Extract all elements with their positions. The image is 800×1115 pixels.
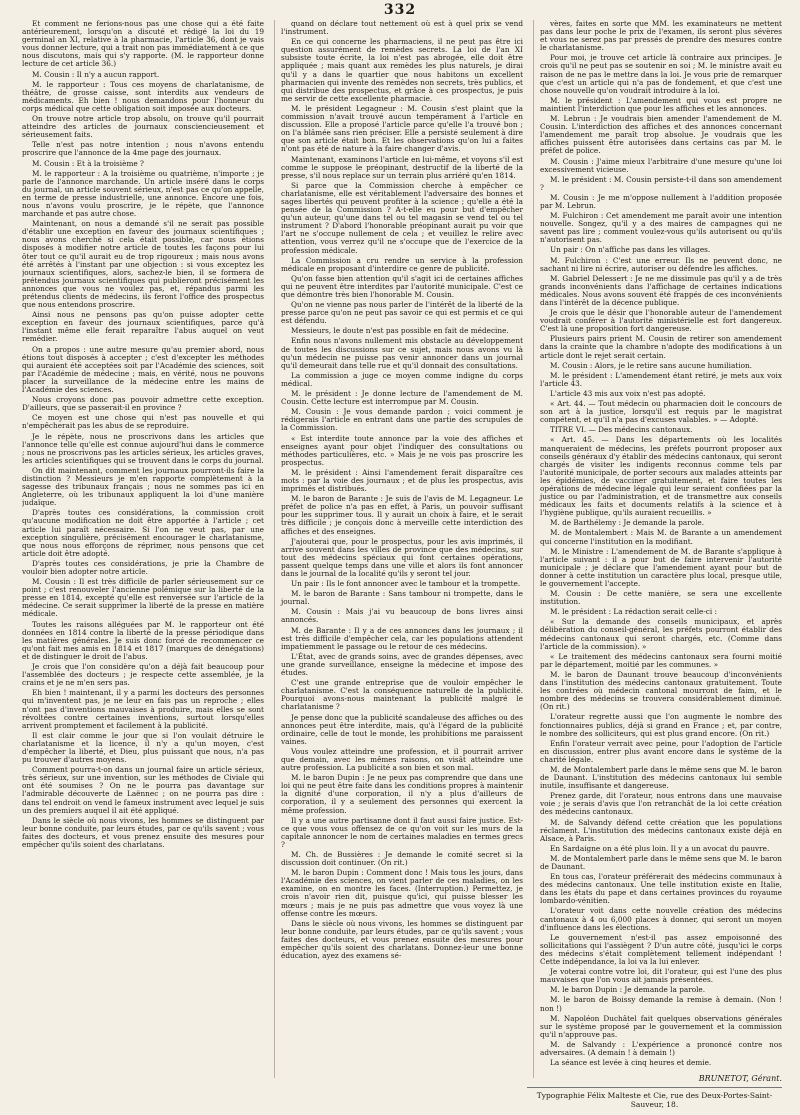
paragraph: M. de Barthélemy : Je demande la parole. (550, 518, 705, 528)
paragraph: M. le baron Dupin : Je demande la parole. (550, 985, 706, 995)
paragraph: M. le président : Je donne lecture de l'amendement de M. Cousin. Cette lecture est interrompue par M. Cousin. (281, 389, 523, 407)
paragraph: M. le baron de Barante : Je suis de l'avis de M. Legagneur. Le préfet de police n'a pas en effet, à Paris, un pouvoir suffisant pour les supprimer tous. Il y aurait un choix à faire, et le serait très difficile ; je conçois donc à merveille cette interdiction des affiches et des enseignes. (281, 494, 523, 536)
paragraph: L'orateur voit dans cette nouvelle création des médecins cantonaux à 4 ou 6,000 places à donner, qui seront un moyen d'influence dans les élections. (540, 906, 782, 932)
paragraph: M. le président : La rédaction serait celle-ci : (550, 607, 718, 617)
paragraph: M. Cousin : Je vous demande pardon ; voici comment je rédigerais l'article en entrant dans une partie des scrupules de la Commission. (281, 407, 523, 433)
paragraph: M. Cousin : Il n'y a aucun rapport. (32, 69, 160, 79)
column-left (22, 20, 264, 1078)
paragraph: « Est interdite toute annonce par la voie des affiches et enseignes ayant pour objet l'indiquer des consultations ou méthodes particulières, etc. » Mais je ne vois pas proscrire les prospectus. (281, 433, 523, 467)
paragraph: Comment pourra-t-on dans un journal faire un article sérieux, très sérieux, sur une invention, sur les méthodes de Civiale qui ont été soumises ? On ne le pourra pas davantage sur l'admirable découverte de Laënnec ; on ne pourra pas dire : dans tel endroit on vend le fameux instrument avec lequel je suis un des premiers auquel il ait été appliqué. (22, 765, 264, 815)
paragraph: La commission a juge ce moyen comme indigne du corps médical. (281, 370, 523, 388)
paragraph: D'après toutes ces considérations, la commission croit qu'aucune modification ne doit être apportée à l'article ; cet article lui paraît nécessaire. Si l'on ne veut pas, par une exception singulière, précisément encourager le charlatanisme, que nous nous efforçons de réprimer, nous pensons que cet article doit être adopté. (22, 508, 264, 558)
paragraph: Et comment ne ferions-nous pas une chose qui a été faite antérieurement, lorsqu'on a discuté et rédigé la loi du 19 germinal an XI, relative à la pharmacie, l'article 36, dont je vais vous donner lecture, qui a trait non pas immédiatement à ce que nous discutons, mais qui s'y rapporte. (M. le rapporteur donne lecture de cet article 36.) (22, 20, 264, 69)
paragraph: Je crois que le désir que l'honorable auteur de l'amendement voudrait conférer à l'autorité ministérielle est fort dangereux. C'est là une proposition fort dangereuse. (540, 308, 782, 334)
footer-rule (527, 1087, 782, 1088)
paragraph: Nous croyons donc pas pouvoir admettre cette exception. D'ailleurs, que se passerait-il en province ? (22, 395, 264, 413)
paragraph: M. le baron de Boissy demande la remise à demain. (Non ! non !) (540, 995, 782, 1013)
footer (527, 1072, 782, 1109)
paragraph: En Sardaigne on a été plus loin. Il y a un avocat du pauvre. (550, 843, 770, 853)
paragraph: M. Cousin : J'aime mieux l'arbitraire d'une mesure qu'une loi excessivement vicieuse. (540, 156, 782, 174)
paragraph: Enfin nous n'avons nullement mis obstacle au développement de toutes les discussions sur ce sujet, mais nous avons vu là qu'un médecin ne puisse pas venir annoncer dans un journal qu'il demeurait dans telle rue et qu'il donnait des consultations. (281, 336, 523, 370)
paragraph: Je le répète, nous ne proscrivons dans les articles que l'annonce telle qu'elle est connue aujourd'hui dans le commerce ; nous ne proscrivons pas les articles sérieux, les articles graves, les articles scientifiques qui se trouvent dans le corps du journal. (22, 431, 264, 465)
paragraph: Plusieurs pairs prient M. Cousin de retirer son amendement dans la crainte que la chambre n'adopte des modifications à un article dont le rejet serait certain. (540, 334, 782, 360)
paragraph: M. le Ministre : L'amendement de M. de Barante s'applique à l'article suivant : il a pour but de faire intervenir l'autorité municipale ; je déclare que l'amendement ayant pour but de donner à cette institution un caractère plus local, presque utile, le gouvernement l'accepte. (540, 546, 782, 588)
paragraph: Je crois que l'on considère qu'on a déjà fait beaucoup pour l'assemblée des docteurs ; je respecte cette assemblée, je la crains et je ne m'en sers pas. (22, 662, 264, 688)
paragraph: M. Cousin : Je me m'oppose nullement à l'addition proposée par M. Lebrun. (540, 192, 782, 210)
paragraph: J'ajouterai que, pour le prospectus, pour les avis imprimés, il arrive souvent dans les villes de province que des médecins, sur tout des médecins spéciaux qui font certaines opérations, passent quelque temps dans une ville et alors ils font annoncer dans le journal de la localité qu'ils y seront tel jour. (281, 536, 523, 578)
paragraph: Je pense donc que la publicité scandaleuse des affiches ou des annonces peut être interdite, mais, qu'à l'égard de la publicité ordinaire, celle de tout le monde, les prohibitions me paraissent vaines. (281, 712, 523, 746)
paragraph: Il est clair comme le jour que si l'on voulait détruire le charlatanisme et la licence, il n'y a qu'un moyen, c'est d'empêcher la liberté, et Dieu, plus puissant que nous, n'a pas pu trouver d'autres moyens. (22, 730, 264, 765)
paragraph: Si parce que la Commission cherche à empêcher ce charlatanisme, elle est véritablement l'adversaire des bonnes et sages libertés qui peuvent profiter à la science ; qu'elle a été la pensée de la Commission ? A-t-elle eu pour but d'empêcher qu'un auteur, qu'une dans tel ou tel magasin se vend tel ou tel instrument ? D'abord l'honorable préopinant aurait pu voir que l'art ne s'occupe nullement de cela ; et veuillez le relire avec attention, vous verrez qu'il ne s'occupe que de l'exercice de la profession médicale. (281, 180, 523, 255)
paragraph: « Le traitement des médecins cantonaux sera fourni moitié par le département, moitié par les communes. » (540, 651, 782, 669)
paragraph: Maintenant, examinons l'article en lui-même, et voyons s'il est comme le suppose le préopinant, destructif de la liberté de la presse, s'il nous replace sur un terrain plus arriéré qu'en 1814. (281, 154, 523, 180)
paragraph: « Sur la demande des conseils municipaux, et après délibération du conseil-général, les préfets pourront établir des médecins cantonaux qui seront chargés, etc. (Comme dans l'article de la commission). » (540, 617, 782, 651)
column-right (533, 20, 782, 1078)
paragraph: C'est une grande entreprise que de vouloir empêcher le charlatanisme. C'est la conséquence naturelle de la publicité. Pourquoi avons-nous maintenant la publicité malgré le charlatanisme ? (281, 678, 523, 712)
paragraph: M. Lebrun : Je voudrais bien amender l'amendement de M. Cousin. L'interdiction des affiches et des annonces concernant l'amendement me paraît trop absolue. Je voudrais que les affiches puissent être autorisées dans certains cas par M. le préfet de police. (540, 114, 782, 156)
paragraph: M. Cousin : Alors, je le retire sans aucune humiliation. (550, 360, 752, 370)
paragraph: En ce qui concerne les pharmaciens, il ne peut pas être ici question assurément de remèdes secrets. La loi de l'an XI subsiste toute écrite, la loi n'est pas abrogée, elle doit être appliquée ; mais quant aux remèdes les plus naturels, je dirai qu'il y a dans le quartier que nous habitons un excellent pharmacien qui invente des remèdes non secrets, très publics, et qui distribue des prospectus, et grâce à ces prospectus, je puis me servir de cette excellente pharmacie. (281, 37, 523, 103)
paragraph: M. de Montalembert : Mais M. de Barante a un amendement qui concerne l'institution en la modifiant. (540, 528, 782, 546)
paragraph: Dans le siècle où nous vivons, les hommes se distinguent par leur bonne conduite, par leurs études, par ce qu'ils savent ; vous faites des docteurs, et vous prenez ensuite des mesures pour empêcher qu'ils soient des charlatans. (22, 815, 264, 849)
paragraph: M. de Montalembert parle dans le même sens que M. le baron de Daunant. (540, 853, 782, 871)
paragraph: M. Ch. de Bussières : Je demande le comité secret si la discussion doit continuer. (On rit.) (281, 850, 523, 868)
paragraph: Dans le siècle où nous vivons, les hommes se distinguent par leur bonne conduite, par leurs études, par ce qu'ils savent ; vous faites des docteurs, et vous prenez ensuite des mesures pour empêcher qu'ils soient des charlatans. Donnez-leur une bonne éducation, ayez des examens sé- (281, 918, 523, 961)
paragraph: Il y a une autre partisanne dont il faut aussi faire justice. Est-ce que vous vous offensez de ce qu'on voit sur les murs de la capitale annoncer le nom de certaines maladies en termes grecs ? (281, 815, 523, 849)
paragraph: M. le rapporteur : Tous ces moyens de charlatanisme, de théâtre, de grosse caisse, sont interdits aux vendeurs de médicaments. Eh bien ! nous demandons pour l'honneur du corps médical que cette obligation soit imposée aux docteurs. (22, 79, 264, 113)
paragraph: M. le président : Ainsi l'amendement ferait disparaître ces mots : par la voie des journaux ; et de plus les prospectus, avis imprimés et distribués. (281, 467, 523, 494)
text-columns (22, 20, 782, 1078)
paragraph: On dit maintenant, comment les journaux pourront-ils faire la distinction ? Messieurs je m'en rapporte complètement à la sagesse des tribunaux français ; nous ne sommes pas ici en Angleterre, où les tribunaux appliquent la loi d'une manière judaïque. (22, 465, 264, 508)
signature: BRUNETOT, Gérant. (698, 1074, 782, 1083)
paragraph: Telle n'est pas notre intention ; nous n'avons entendu proscrire que l'annonce de la 4me page des journaux. (22, 140, 264, 158)
paragraph: M. le président Legagneur : M. Cousin s'est plaint que la commission n'avait trouvé aucun tempérament à l'article en discussion. Elle a proposé l'article parce qu'elle l'a trouvé bon ; on l'a blâmée sans rien préciser. Elle a persisté seulement à dire que son article était bon. Et les observations qu'on lui a faites n'ont pas été de nature à la faire changer d'avis. (281, 103, 523, 154)
imprint-text: Typographie Félix Malteste et Cie, rue des Deux-Portes-Saint-Sauveur, 18. (536, 1091, 773, 1109)
paragraph: Enfin l'orateur verrait avec peine, pour l'adoption de l'article en discussion, entrer plus avant encore dans le système de la charité légale. (540, 738, 782, 764)
paragraph: L'article 43 mis aux voix n'est pas adopté. (550, 388, 706, 398)
paragraph: D'après toutes ces considérations, je prie la Chambre de vouloir bien adopter notre article. (22, 558, 264, 576)
paragraph: La Commission a cru rendre un service à la profession médicale en proposant d'interdire ce genre de publicité. (281, 255, 523, 273)
paragraph: Vous voulez atteindre une profession, et il pourrait arriver que demain, avec les mêmes raisons, on visât atteindre une autre profession. La publicité a son bien et son mal. (281, 746, 523, 773)
paragraph: Pour moi, je trouve cet article là contraire aux principes. Je crois qu'il ne peut pas se soutenir en soi ; M. le ministre avait eu raison de ne pas le mettre dans la loi. Je vous prie de remarquer que c'est un article qui n'a pas de fondement, et que c'est une chose nouvelle qu'on voudrait introduire à la loi. (540, 53, 782, 95)
paragraph: M. Cousin : Et à la troisième ? (32, 158, 144, 168)
paragraph: Prenez garde, dit l'orateur, nous entrons dans une mauvaise voie ; je serais d'avis que l'on retranchât de la loi cette création des médecins cantonaux. (540, 791, 782, 817)
paragraph: L'orateur regrette aussi que l'on augmente le nombre des fonctionnaires publics, déjà si grand en France ; et, par contre, le nombre des solliciteurs, qui est plus grand encore. (On rit.) (540, 712, 782, 738)
paragraph: M. le baron de Barante : Sans tambour ni trompette, dans le journal. (281, 589, 523, 607)
paragraph: On a propos : une autre mesure qu'au premier abord, nous étions tout disposés à accepter ; c'est d'excepter les méthodes qui auraient été acceptées soit par l'Académie des sciences, soit par l'Académie de médecine ; mais, en vérité, nous ne pouvons placer la surveillance de la médecine entre les mains de l'Académie des sciences. (22, 344, 264, 395)
paragraph: M. le président : L'amendement étant retiré, je mets aux voix l'article 43. (540, 370, 782, 388)
paragraph: Eh bien ! maintenant, il y a parmi les docteurs des personnes qui m'inventent pas, je ne leur en fais pas un reproche ; elles n'ont pas d'inventions mauvaises à produire, mais elles se sont révoltées contre certaines inventions, surtout lorsqu'elles arrivent promptement et facilement à la publicité. (22, 688, 264, 730)
paragraph: M. Gabriel Delessert : Je ne me dissimule pas qu'il y a de très grands inconvénients dans l'affichage de certaines indications médicales. Nous avons souvent été frappés de ces inconvénients dans l'intérêt de la décence publique. (540, 273, 782, 307)
paragraph: vères, faites en sorte que MM. les examinateurs ne mettent pas dans leur poche le prix de l'examen, ils seront plus sévères et vous ne serez pas par pressés de prendre des mesures contre le charlatanisme. (540, 20, 782, 53)
paragraph: M. Cousin : Mais j'ai vu beaucoup de bons livres ainsi annoncés. (281, 607, 523, 625)
paragraph: M. Fulchiron : C'est une erreur. Ils ne peuvent donc, ne sachant ni lire ni écrire, autoriser ou défendre les affiches. (540, 255, 782, 273)
paragraph: M. Cousin : Il est très difficile de parler sérieusement sur ce point ; c'est renouveler l'ancienne polémique sur la liberté de la presse en 1814, excepté qu'elle est renversée sur l'article de la médecine. Ce serait supprimer la liberté de la presse en matière médicale. (22, 577, 264, 619)
paragraph: On trouve notre article trop absolu, on trouve qu'il pourrait atteindre des articles de journaux consciencieusement et sérieusement faits. (22, 114, 264, 140)
paragraph: Un pair : On n'affiche pas dans les villages. (550, 245, 711, 255)
paragraph: M. Fulchiron : Cet amendement me paraît avoir une intention nouvelle. Songez, qu'il y a des maires de campagnes qui ne savent pas lire ; comment voulez-vous qu'ils autorisent ou qu'ils n'autorisent pas. (540, 211, 782, 245)
paragraph: « Art. 44. — Tout médecin ou pharmacien doit le concours de son art à la justice, lorsqu'il est requis par le magistrat compétent, et qu'il n'a pas d'excuses valables. » — Adopté. (540, 399, 782, 425)
paragraph: M. Napoléon Duchâtel fait quelques observations générales sur le système proposé par le gouvernement et la commission qu'il n'approuve pas. (540, 1013, 782, 1039)
paragraph: M. Cousin : De cette manière, se sera une excellente institution. (540, 589, 782, 607)
paragraph: Qu'on ne vienne pas nous parler de l'intérêt de la liberté de la presse parce qu'on ne peut pas savoir ce qui est permis et ce qui est défendu. (281, 300, 523, 326)
paragraph: Un pair : Ils le font annoncer avec le tambour et la trompette. (291, 579, 521, 589)
page-number: 332 (383, 2, 417, 18)
paragraph: M. de Salvandy : L'expérience a prononcé contre nos adversaires. (A demain ! à demain !) (540, 1039, 782, 1057)
paragraph: Qu'on fasse bien attention qu'il s'agit ici de certaines affiches qui ne peuvent être interdites par l'autorité municipale. C'est ce que démontre très bien l'honorable M. Cousin. (281, 273, 523, 299)
paragraph: Messieurs, le doute n'est pas possible en fait de médecine. (291, 326, 509, 336)
paragraph: M. le baron Dupin : Je ne peux pas comprendre que dans une loi qui ne peut être faite dans les conditions propres à maintenir la dignité d'une corporation, il n'y a plus d'ailleurs de corporation, il y a seulement des personnes qui exercent la même profession. (281, 773, 523, 815)
paragraph: Ainsi nous ne pensons pas qu'on puisse adopter cette exception en faveur des journaux scientifiques, parce qu'à l'instant même elle ferait reparaître l'abus auquel on veut remédier. (22, 310, 264, 344)
paragraph: M. le baron de Daunant trouve beaucoup d'inconvénients dans l'institution des médecins cantonaux gratuitement. Toute les contrées où médecin cantonal mourront de faim, et le nombre des médecins se trouvera considérablement diminué. (On rit.) (540, 669, 782, 712)
paragraph: La séance est levée à cinq heures et demie. (550, 1058, 712, 1068)
paragraph: Je voterai contre votre loi, dit l'orateur, qui est l'une des plus mauvaises que l'on vous ait jamais présentées. (540, 967, 782, 985)
paragraph: M. de Barante : Il y a de ces annonces dans les journaux ; il est très difficile d'empêcher cela, car les populations attendent impatiemment le passage ou le retour de ces médecins. (281, 625, 523, 651)
paragraph: Le gouvernement n'est-il pas assez empoisonné des sollicitations qui l'assiègent ? D'un autre côté, jusqu'ici le corps des médecins s'était complètement tellement indépendant ! Cette indépendance, la loi va la lui enlever. (540, 932, 782, 967)
paragraph: TITRE VI. — Des médecins cantonaux. (550, 425, 693, 435)
paragraph: M. le baron Dupin : Comment donc ! Mais tous les jours, dans l'Académie des sciences, on vient parler de ces maladies, on les examine, on en montre les faces. (Interruption.) Permettez, je crois n'avoir rien dit, puisque qu'ici, qui puisse blesser les mœurs ; mais je ne puis pas admettre que vous voyez là une offense contre les mœurs. (281, 868, 523, 918)
paragraph: Toutes les raisons alléguées par M. le rapporteur ont été données en 1814 contre la liberté de la presse périodique dans les matières générales. Je suis donc forcé de recommencer ce qu'ont fait mes amis en 1814 et 1817 (marques de dénégations) et de distinguer le droit de l'abus. (22, 619, 264, 661)
paragraph: Ce moyen est une chose qui n'est pas nouvelle et qui n'empêcherait pas les abus de se reproduire. (22, 413, 264, 431)
paragraph: « Art. 45. — Dans les départements où les localités manqueraient de médecins, les préfets pourront proposer aux conseils généraux d'y établir des médecins cantonaux, qui seront chargés de visiter les indigents reconnus comme tels par l'autorité municipale, de porter secours aux malades atteints par les épidémies, de vacciner gratuitement, et faire toutes les opérations de médecine légale qui leur seraient confiées par la justice ou par l'administration, et de transmettre aux conseils médicaux les faits et documents relatifs à la science et à l'hygiène publique, qu'ils auraient recueillis. » (540, 435, 782, 518)
paragraph: En tous cas, l'orateur préférerait des médecins communaux à des médecins cantonaux. Une telle institution existe en Italie, dans les états du pape et dans certaines provinces du royaume lombardo-vénitien. (540, 872, 782, 906)
paragraph: M. le rapporteur : A la troisième ou quatrième, n'importe ; je parle de l'annonce marchande. Un article inséré dans le corps du journal, un article souvent sérieux, n'est pas ce qu'on appelle, en terme de presse industrielle, une annonce. Encore une fois, nous n'avons voulu proscrire, je le répète, que l'annonce marchande et pas autre chose. (22, 168, 264, 219)
column-middle (274, 20, 523, 1078)
paragraph: M. de Salvandy défend cette création que les populations réclament. L'institution des médecins cantonaux existe déjà en Alsace, à Paris. (540, 817, 782, 843)
paragraph: M. de Montalembert parle dans le même sens que M. le baron de Daunant. L'institution des médecins cantonaux lui semble inutile, insuffisante et dangereuse. (540, 764, 782, 791)
paragraph: L'État, avec de grands soins, avec de grandes dépenses, avec une grande surveillance, enseigne la médecine et impose des études. (281, 651, 523, 678)
paragraph: M. le président : M. Cousin persiste-t-il dans son amendement ? (540, 174, 782, 192)
paragraph: M. le président : L'amendement qui vous est propre ne maintient l'interdiction que pour les affiches et les annonces. (540, 95, 782, 113)
paragraph: quand on déclare tout nettement où est à quel prix se vend l'instrument. (281, 20, 523, 37)
paragraph: Maintenant, on nous a demandé s'il ne serait pas possible d'établir une exception en faveur des journaux scientifiques ; nous avons cherché si cela était possible, car nous étions disposés à modifier notre article de toutes les façons pour lui ôter tout ce qu'il aurait eu de trop rigoureux ; mais nous avons été arrêtés à l'instant par une objection : si vous exceptez les journaux scientifiques, alors, sachez-le bien, il se formera de prétendus journaux scientifiques qui publieront précisément les annonces que vous ne voulez pas, et, répandus parmi les prétendus clients de médecins, ils feront l'office des prospectus que nous entendons proscrire. (22, 219, 264, 310)
